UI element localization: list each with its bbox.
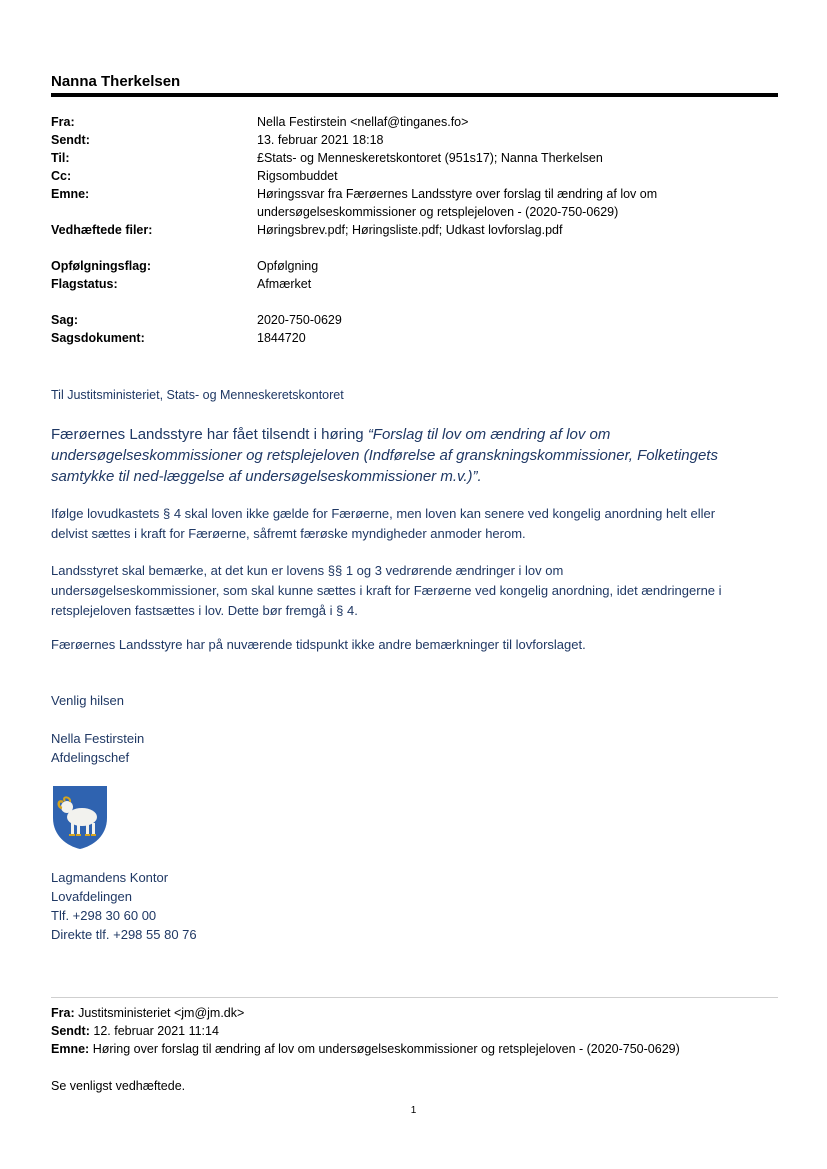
- greeting-line: Til Justitsministeriet, Stats- og Menneskeretskontoret: [51, 388, 344, 402]
- case-value: 2020-750-0629: [257, 313, 342, 327]
- office-block: [51, 868, 197, 944]
- from-label: Fra:: [51, 115, 75, 129]
- case-label: Sag:: [51, 313, 79, 327]
- header-from-row: [51, 113, 778, 131]
- closing: Venlig hilsen: [51, 693, 124, 708]
- header-sent-row: [51, 131, 778, 149]
- paragraph-2: Landsstyret skal bemærke, at det kun er lovens §§ 1 og 3 vedrørende ændringer i lov om undersøgelseskommissioner, som skal kunne sættes i kraft for Færøerne ved kongelig anordning, idet ændringerne i retsplejeloven fastsættes i lov. Dette bør fremgå i § 4.: [51, 563, 722, 618]
- attachments-value: Høringsbrev.pdf; Høringsliste.pdf; Udkast lovforslag.pdf: [257, 223, 563, 237]
- paragraph-1: Ifølge lovudkastets § 4 skal loven ikke gælde for Færøerne, men loven kan senere ved kongelig anordning helt eller delvist sættes i kraft for Færøerne, såfremt færøske myndigheder anmoder herom.: [51, 506, 716, 541]
- cc-value: Rigsombuddet: [257, 169, 338, 183]
- department-name: Lovafdelingen: [51, 889, 132, 904]
- direct-phone-number: Direkte tlf. +298 55 80 76: [51, 927, 197, 942]
- forward-separator: [51, 997, 778, 998]
- header-casedoc-row: [51, 329, 778, 347]
- subject-line-2: undersøgelseskommissioner og retsplejeloven - (2020-750-0629): [257, 205, 619, 219]
- sender-title: Afdelingschef: [51, 750, 130, 765]
- casedoc-value: 1844720: [257, 331, 306, 345]
- flag-label: Opfølgningsflag:: [51, 259, 151, 273]
- intro-line-2: undersøgelseskommissioner og retsplejeloven (Indførelse af granskningskommissioner, Folketingets: [51, 447, 718, 464]
- to-label: Til:: [51, 151, 70, 165]
- sender-block: [51, 729, 144, 767]
- header-flagstatus-row: [51, 275, 778, 293]
- page-number: 1: [410, 1105, 417, 1116]
- email-header: [51, 113, 778, 347]
- coat-of-arms-icon: [51, 784, 109, 850]
- forwarded-header: [51, 1004, 791, 1058]
- subject-label: Emne:: [51, 187, 90, 201]
- flagstatus-label: Flagstatus:: [51, 277, 118, 291]
- forwarded-from: Fra: Justitsministeriet <jm@jm.dk>: [51, 1006, 245, 1020]
- header-case-row: [51, 311, 778, 329]
- attachments-label: Vedhæftede filer:: [51, 223, 153, 237]
- intro-line-1: Færøernes Landsstyre har fået tilsendt i høring “Forslag til lov om ændring af lov om: [51, 426, 611, 443]
- header-cc-row: [51, 167, 778, 185]
- flagstatus-value: Afmærket: [257, 277, 312, 291]
- phone-number: Tlf. +298 30 60 00: [51, 908, 157, 923]
- from-value: Nella Festirstein <nellaf@tinganes.fo>: [257, 115, 469, 129]
- header-rule: [51, 93, 778, 97]
- office-name: Lagmandens Kontor: [51, 870, 169, 885]
- sender-name: Nella Festirstein: [51, 731, 145, 746]
- header-attachments-row: [51, 221, 778, 239]
- forwarded-note: Se venligst vedhæftede.: [51, 1079, 186, 1093]
- sent-label: Sendt:: [51, 133, 90, 147]
- mailbox-owner: Nanna Therkelsen: [51, 73, 181, 90]
- subject-line-1: Høringssvar fra Færøernes Landsstyre over forslag til ændring af lov om: [257, 187, 658, 201]
- flag-value: Opfølgning: [257, 259, 319, 273]
- intro-line-3: samtykke til ned-læggelse af undersøgelseskommissioner m.v.)”.: [51, 468, 482, 485]
- header-subject-row: [51, 185, 778, 221]
- forwarded-sent: Sendt: 12. februar 2021 11:14: [51, 1024, 219, 1038]
- header-flag-row: [51, 257, 778, 275]
- header-to-row: [51, 149, 778, 167]
- to-value: £Stats- og Menneskeretskontoret (951s17); Nanna Therkelsen: [257, 151, 603, 165]
- sent-value: 13. februar 2021 18:18: [257, 133, 384, 147]
- intro-paragraph: [51, 424, 766, 487]
- casedoc-label: Sagsdokument:: [51, 331, 145, 345]
- forwarded-subject: Emne: Høring over forslag til ændring af lov om undersøgelseskommissioner og retsplejeloven - (2020-750-0629): [51, 1042, 680, 1056]
- cc-label: Cc:: [51, 169, 72, 183]
- paragraph-3: Færøernes Landsstyre har på nuværende tidspunkt ikke andre bemærkninger til lovforslaget.: [51, 637, 586, 652]
